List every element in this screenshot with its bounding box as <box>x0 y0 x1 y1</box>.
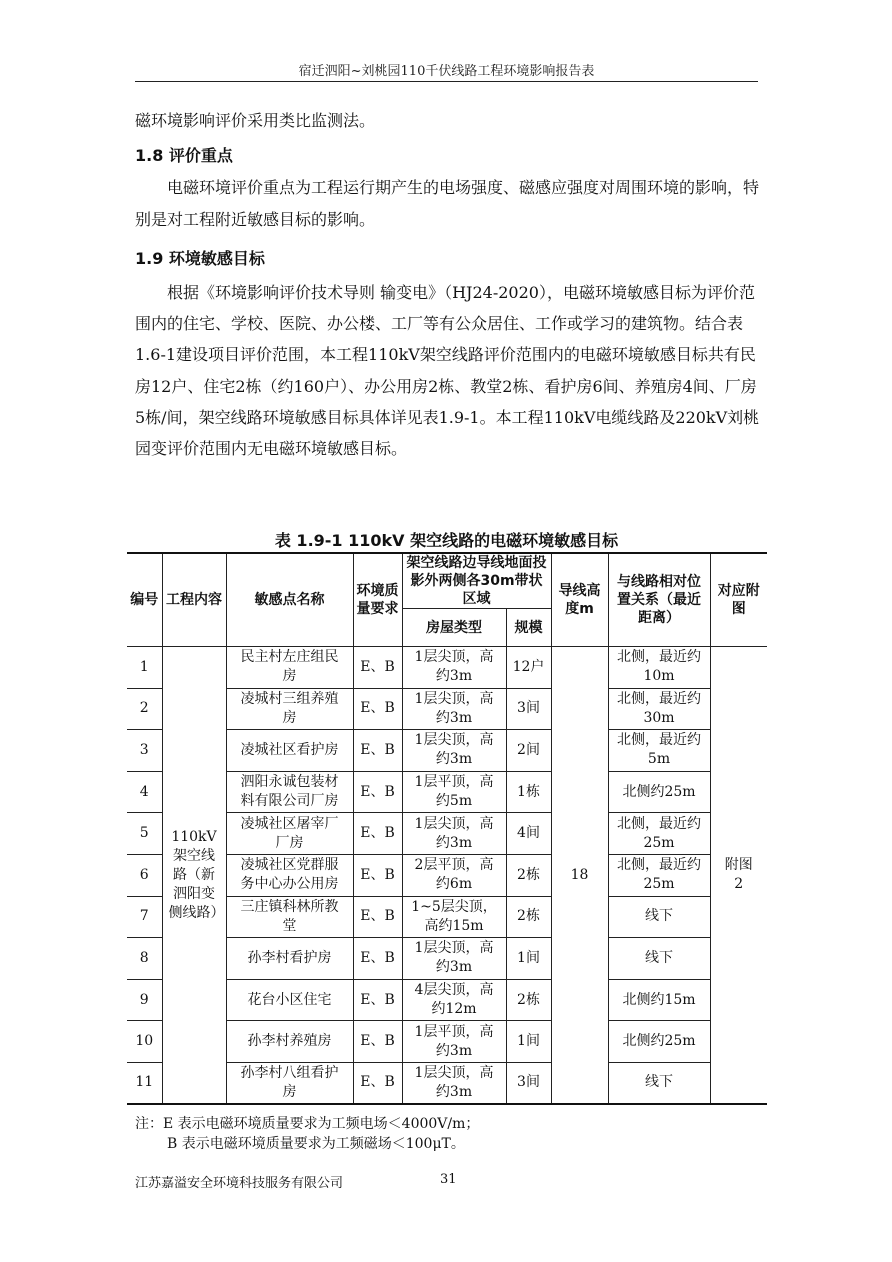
cell-requirement: E、B <box>353 896 402 938</box>
page-number: 31 <box>440 1172 457 1187</box>
cell-requirement: E、B <box>353 1062 402 1104</box>
cell-scale: 1间 <box>506 938 551 980</box>
cell-position: 北侧，最近约10m <box>608 647 710 689</box>
cell-house-type: 1层尖顶，高约3m <box>402 813 506 855</box>
cell-name: 民主村左庄组民房 <box>226 647 353 689</box>
cell-number: 6 <box>127 854 162 896</box>
cell-scale: 12户 <box>506 647 551 689</box>
cell-scale: 1间 <box>506 1021 551 1063</box>
cell-requirement: E、B <box>353 854 402 896</box>
cell-number: 7 <box>127 896 162 938</box>
table-caption: 表 1.9-1 110kV 架空线路的电磁环境敏感目标 <box>274 531 619 550</box>
cell-position: 北侧，最近约25m <box>608 854 710 896</box>
cell-scale: 1栋 <box>506 771 551 813</box>
cell-scale: 3间 <box>506 688 551 730</box>
cell-requirement: E、B <box>353 979 402 1021</box>
cell-requirement: E、B <box>353 647 402 689</box>
cell-name: 泗阳永诚包装材料有限公司厂房 <box>226 771 353 813</box>
sensitive-targets-table <box>127 552 767 1105</box>
header-house-type: 房屋类型 <box>402 609 506 647</box>
cell-house-type: 1层平顶，高约5m <box>402 771 506 813</box>
cell-scale: 4间 <box>506 813 551 855</box>
header-figure: 对应附图 <box>710 553 767 647</box>
cell-scale: 2栋 <box>506 979 551 1021</box>
cell-number: 10 <box>127 1021 162 1063</box>
cell-number: 5 <box>127 813 162 855</box>
cell-number: 1 <box>127 647 162 689</box>
cell-name: 孙李村养殖房 <box>226 1021 353 1063</box>
cell-position: 北侧，最近约30m <box>608 688 710 730</box>
paragraph-sensitive-targets: 根据《环境影响评价技术导则 输变电》（HJ24-2020），电磁环境敏感目标为评价范围内的住宅、学校、医院、办公楼、工厂等有公众居住、工作或学习的建筑物。结合表1.6-1建设项目评价范围，本工程110kV架空线路评价范围内的电磁环境敏感目标共有民房12户、住宅2栋（约160户）、办公用房2栋、教堂2栋、看护房6间、养殖房4间、厂房5栋/间，架空线路环境敏感目标具体详见表1.9-1。本工程110kV电缆线路及220kV刘桃园变评价范围内无电磁环境敏感目标。 <box>135 283 760 459</box>
cell-house-type: 2层平顶，高约6m <box>402 854 506 896</box>
cell-requirement: E、B <box>353 813 402 855</box>
cell-position: 北侧约25m <box>608 771 710 813</box>
note-b: B 表示电磁环境质量要求为工频磁场＜100μT。 <box>167 1136 465 1152</box>
cell-scale: 2栋 <box>506 896 551 938</box>
cell-position: 北侧约25m <box>608 1021 710 1063</box>
cell-house-type: 1层尖顶，高约3m <box>402 938 506 980</box>
cell-position: 线下 <box>608 1062 710 1104</box>
cell-house-type: 1层尖顶，高约3m <box>402 688 506 730</box>
cell-requirement: E、B <box>353 1021 402 1063</box>
cell-house-type: 1层平顶，高约3m <box>402 1021 506 1063</box>
cell-house-type: 1层尖顶，高约3m <box>402 647 506 689</box>
cell-name: 孙李村看护房 <box>226 938 353 980</box>
cell-house-type: 1~5层尖顶，高约15m <box>402 896 506 938</box>
cell-position: 线下 <box>608 938 710 980</box>
cell-house-type: 4层尖顶，高约12m <box>402 979 506 1021</box>
cell-name: 凌城社区党群服务中心办公用房 <box>226 854 353 896</box>
cell-name: 花台小区住宅 <box>226 979 353 1021</box>
cell-requirement: E、B <box>353 688 402 730</box>
header-rule <box>135 81 758 82</box>
cell-position: 北侧，最近约25m <box>608 813 710 855</box>
header-name: 敏感点名称 <box>226 553 353 647</box>
cell-requirement: E、B <box>353 938 402 980</box>
header-height: 导线高度m <box>551 553 608 647</box>
cell-position: 北侧，最近约5m <box>608 730 710 772</box>
table-row <box>127 647 767 689</box>
header-requirement: 环境质量要求 <box>353 553 402 647</box>
section-heading-1-9: 1.9 环境敏感目标 <box>135 249 265 268</box>
paragraph-intro: 磁环境影响评价采用类比监测法。 <box>135 111 376 130</box>
cell-name: 凌城村三组养殖房 <box>226 688 353 730</box>
cell-name: 凌城社区屠宰厂厂房 <box>226 813 353 855</box>
cell-name: 孙李村八组看护房 <box>226 1062 353 1104</box>
cell-number: 3 <box>127 730 162 772</box>
header-project: 工程内容 <box>162 553 226 647</box>
header-position: 与线路相对位置关系（最近距离） <box>608 553 710 647</box>
cell-name: 凌城社区看护房 <box>226 730 353 772</box>
header-zone: 架空线路边导线地面投影外两侧各30m带状区域 <box>402 553 551 609</box>
cell-number: 11 <box>127 1062 162 1104</box>
cell-height: 18 <box>551 647 608 1105</box>
cell-number: 8 <box>127 938 162 980</box>
cell-number: 9 <box>127 979 162 1021</box>
cell-scale: 3间 <box>506 1062 551 1104</box>
paragraph-evaluation-focus: 电磁环境评价重点为工程运行期产生的电场强度、磁感应强度对周围环境的影响，特别是对工程附近敏感目标的影响。 <box>135 178 760 229</box>
footer-company: 江苏嘉溢安全环境科技服务有限公司 <box>135 1176 344 1191</box>
cell-position: 北侧约15m <box>608 979 710 1021</box>
cell-requirement: E、B <box>353 771 402 813</box>
cell-position: 线下 <box>608 896 710 938</box>
cell-house-type: 1层尖顶，高约3m <box>402 730 506 772</box>
cell-house-type: 1层尖顶，高约3m <box>402 1062 506 1104</box>
note-e: 注：E 表示电磁环境质量要求为工频电场＜4000V/m； <box>135 1116 480 1132</box>
section-heading-1-8: 1.8 评价重点 <box>135 146 233 165</box>
cell-scale: 2间 <box>506 730 551 772</box>
cell-number: 4 <box>127 771 162 813</box>
header-number: 编号 <box>127 553 162 647</box>
cell-project: 110kV架空线路（新泗阳变侧线路） <box>162 647 226 1105</box>
cell-requirement: E、B <box>353 730 402 772</box>
cell-number: 2 <box>127 688 162 730</box>
header-scale: 规模 <box>506 609 551 647</box>
page-header: 宿迁泗阳~刘桃园110千伏线路工程环境影响报告表 <box>298 64 595 79</box>
cell-figure: 附图2 <box>710 647 767 1105</box>
cell-scale: 2栋 <box>506 854 551 896</box>
cell-name: 三庄镇科林所教堂 <box>226 896 353 938</box>
